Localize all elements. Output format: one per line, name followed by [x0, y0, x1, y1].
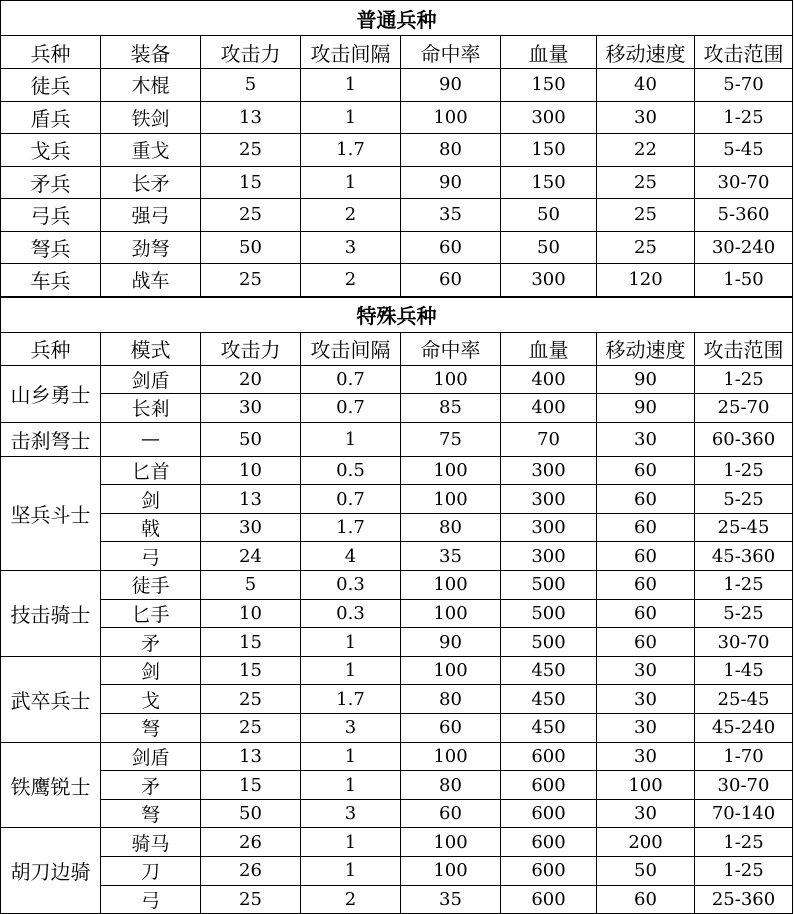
table-row: [1, 885, 793, 914]
stat-range: 1-25: [695, 101, 793, 134]
stat-attack: 10: [201, 599, 301, 628]
table-row: [1, 264, 793, 297]
stat-interval: 1: [301, 742, 401, 771]
table-row: [1, 799, 793, 828]
stat-range: 45-360: [695, 542, 793, 571]
table-row: [1, 742, 793, 771]
stat-speed: 30: [597, 685, 695, 714]
stat-hp: 300: [501, 264, 597, 297]
stat-hp: 400: [501, 394, 597, 423]
unit-equipment: 重戈: [101, 134, 201, 167]
column-header: 攻击力: [201, 332, 301, 365]
unit-mode: 剑: [101, 656, 201, 685]
unit-equipment: 劲弩: [101, 231, 201, 264]
stat-hit-rate: 100: [401, 656, 501, 685]
stat-hit-rate: 90: [401, 628, 501, 657]
stat-hit-rate: 35: [401, 199, 501, 232]
stat-speed: 60: [597, 513, 695, 542]
stat-interval: 1: [301, 771, 401, 800]
stat-hit-rate: 100: [401, 857, 501, 886]
stat-interval: 1.7: [301, 513, 401, 542]
table-row: [1, 714, 793, 743]
unit-mode: —: [101, 422, 201, 456]
table-row: [1, 857, 793, 886]
stat-attack: 25: [201, 264, 301, 297]
stat-range: 1-50: [695, 264, 793, 297]
stat-speed: 30: [597, 422, 695, 456]
stat-interval: 3: [301, 799, 401, 828]
stat-interval: 3: [301, 231, 401, 264]
stat-hit-rate: 100: [401, 742, 501, 771]
special-units-title: 特殊兵种: [1, 297, 793, 333]
table-row: [1, 394, 793, 423]
table-row: [1, 456, 793, 485]
column-header: 攻击间隔: [301, 332, 401, 365]
stat-speed: 30: [597, 742, 695, 771]
stat-range: 1-25: [695, 365, 793, 394]
stat-range: 1-70: [695, 742, 793, 771]
stat-attack: 15: [201, 771, 301, 800]
stat-hp: 500: [501, 599, 597, 628]
unit-mode: 剑: [101, 485, 201, 514]
stat-hit-rate: 80: [401, 771, 501, 800]
stat-range: 30-240: [695, 231, 793, 264]
table-row: [1, 69, 793, 102]
unit-name: 技击骑士: [1, 571, 101, 657]
stat-hit-rate: 60: [401, 231, 501, 264]
stat-interval: 0.5: [301, 456, 401, 485]
column-header: 命中率: [401, 36, 501, 69]
stat-range: 30-70: [695, 166, 793, 199]
stat-hp: 150: [501, 69, 597, 102]
stat-hit-rate: 90: [401, 69, 501, 102]
stat-range: 30-70: [695, 771, 793, 800]
stat-attack: 24: [201, 542, 301, 571]
stat-hp: 300: [501, 513, 597, 542]
stat-interval: 1: [301, 828, 401, 857]
unit-name: 胡刀边骑: [1, 828, 101, 914]
stat-hp: 600: [501, 742, 597, 771]
unit-mode: 矛: [101, 771, 201, 800]
normal-header-row: [1, 36, 793, 69]
table-row: [1, 599, 793, 628]
stat-attack: 25: [201, 714, 301, 743]
stat-attack: 5: [201, 571, 301, 600]
stat-attack: 10: [201, 456, 301, 485]
stat-hp: 450: [501, 685, 597, 714]
stat-attack: 26: [201, 828, 301, 857]
stat-range: 1-25: [695, 571, 793, 600]
unit-name: 矛兵: [1, 166, 101, 199]
stat-range: 1-45: [695, 656, 793, 685]
stat-attack: 30: [201, 513, 301, 542]
stat-hp: 400: [501, 365, 597, 394]
column-header: 血量: [501, 332, 597, 365]
stat-speed: 30: [597, 714, 695, 743]
stat-hp: 50: [501, 231, 597, 264]
stat-range: 25-45: [695, 685, 793, 714]
stat-hit-rate: 60: [401, 264, 501, 297]
stat-speed: 40: [597, 69, 695, 102]
stat-range: 5-25: [695, 599, 793, 628]
stat-hp: 300: [501, 542, 597, 571]
stat-attack: 50: [201, 422, 301, 456]
table-row: [1, 422, 793, 456]
stat-attack: 25: [201, 885, 301, 914]
stat-hp: 600: [501, 885, 597, 914]
stat-interval: 1: [301, 69, 401, 102]
table-row: [1, 542, 793, 571]
column-header: 攻击范围: [695, 36, 793, 69]
stat-range: 45-240: [695, 714, 793, 743]
stat-interval: 3: [301, 714, 401, 743]
stat-hit-rate: 35: [401, 542, 501, 571]
table-row: [1, 199, 793, 232]
stat-interval: 1: [301, 422, 401, 456]
stat-hit-rate: 100: [401, 101, 501, 134]
stat-interval: 0.7: [301, 485, 401, 514]
stat-hit-rate: 60: [401, 714, 501, 743]
stat-speed: 60: [597, 485, 695, 514]
stat-speed: 60: [597, 628, 695, 657]
unit-mode: 弩: [101, 714, 201, 743]
table-row: [1, 166, 793, 199]
unit-name: 弩兵: [1, 231, 101, 264]
column-header: 移动速度: [597, 332, 695, 365]
stat-attack: 13: [201, 742, 301, 771]
unit-mode: 戈: [101, 685, 201, 714]
stat-attack: 13: [201, 485, 301, 514]
stat-interval: 2: [301, 199, 401, 232]
column-header: 攻击范围: [695, 332, 793, 365]
unit-mode: 戟: [101, 513, 201, 542]
stat-speed: 60: [597, 571, 695, 600]
stat-interval: 0.3: [301, 571, 401, 600]
stat-range: 5-45: [695, 134, 793, 167]
unit-equipment: 战车: [101, 264, 201, 297]
stat-interval: 1: [301, 101, 401, 134]
stat-hit-rate: 100: [401, 571, 501, 600]
stat-hp: 600: [501, 828, 597, 857]
table-row: [1, 828, 793, 857]
stat-hit-rate: 80: [401, 685, 501, 714]
stat-speed: 25: [597, 231, 695, 264]
stat-interval: 1.7: [301, 134, 401, 167]
stat-speed: 60: [597, 885, 695, 914]
stat-hit-rate: 35: [401, 885, 501, 914]
stat-speed: 30: [597, 799, 695, 828]
stat-attack: 30: [201, 394, 301, 423]
stat-speed: 90: [597, 394, 695, 423]
unit-name: 徒兵: [1, 69, 101, 102]
stat-attack: 15: [201, 656, 301, 685]
unit-name: 击刹弩士: [1, 422, 101, 456]
stat-hp: 300: [501, 456, 597, 485]
column-header: 装备: [101, 36, 201, 69]
unit-mode: 刀: [101, 857, 201, 886]
table-row: [1, 134, 793, 167]
stat-speed: 60: [597, 599, 695, 628]
table-row: [1, 656, 793, 685]
table-row: [1, 685, 793, 714]
table-row: [1, 771, 793, 800]
unit-mode: 弓: [101, 542, 201, 571]
unit-mode: 弓: [101, 885, 201, 914]
stat-interval: 1: [301, 628, 401, 657]
stat-interval: 0.7: [301, 365, 401, 394]
stat-attack: 5: [201, 69, 301, 102]
stat-range: 60-360: [695, 422, 793, 456]
unit-equipment: 木棍: [101, 69, 201, 102]
stat-hp: 600: [501, 771, 597, 800]
column-header: 命中率: [401, 332, 501, 365]
stat-attack: 20: [201, 365, 301, 394]
stat-attack: 25: [201, 685, 301, 714]
stat-interval: 0.3: [301, 599, 401, 628]
unit-mode: 匕首: [101, 456, 201, 485]
stat-attack: 50: [201, 799, 301, 828]
stat-speed: 200: [597, 828, 695, 857]
unit-equipment: 长矛: [101, 166, 201, 199]
stat-hit-rate: 100: [401, 599, 501, 628]
table-row: [1, 485, 793, 514]
stat-hp: 500: [501, 628, 597, 657]
stat-interval: 2: [301, 264, 401, 297]
stat-hp: 150: [501, 134, 597, 167]
stat-hp: 500: [501, 571, 597, 600]
stat-range: 25-360: [695, 885, 793, 914]
unit-name: 戈兵: [1, 134, 101, 167]
stat-hp: 600: [501, 799, 597, 828]
stat-speed: 22: [597, 134, 695, 167]
table-row: [1, 365, 793, 394]
stat-range: 5-360: [695, 199, 793, 232]
stat-attack: 15: [201, 166, 301, 199]
stat-hp: 450: [501, 714, 597, 743]
stat-interval: 2: [301, 885, 401, 914]
stat-hp: 150: [501, 166, 597, 199]
column-header: 移动速度: [597, 36, 695, 69]
stat-hit-rate: 80: [401, 513, 501, 542]
unit-name: 山乡勇士: [1, 365, 101, 422]
unit-mode: 骑马: [101, 828, 201, 857]
stat-attack: 15: [201, 628, 301, 657]
unit-mode: 匕手: [101, 599, 201, 628]
normal-units-title-row: [1, 1, 793, 36]
unit-name: 车兵: [1, 264, 101, 297]
stat-hit-rate: 100: [401, 485, 501, 514]
stat-speed: 25: [597, 166, 695, 199]
stat-hp: 70: [501, 422, 597, 456]
stat-speed: 120: [597, 264, 695, 297]
stat-hit-rate: 80: [401, 134, 501, 167]
stat-hp: 600: [501, 857, 597, 886]
stat-range: 1-25: [695, 456, 793, 485]
table-row: [1, 628, 793, 657]
stat-range: 30-70: [695, 628, 793, 657]
column-header: 攻击间隔: [301, 36, 401, 69]
stat-interval: 4: [301, 542, 401, 571]
stat-hit-rate: 100: [401, 365, 501, 394]
table-row: [1, 231, 793, 264]
unit-stats-body: [1, 1, 793, 914]
stat-hit-rate: 90: [401, 166, 501, 199]
stat-speed: 30: [597, 101, 695, 134]
stat-range: 1-25: [695, 857, 793, 886]
stat-hp: 300: [501, 101, 597, 134]
stat-range: 5-25: [695, 485, 793, 514]
table-row: [1, 513, 793, 542]
unit-name: 盾兵: [1, 101, 101, 134]
unit-mode: 矛: [101, 628, 201, 657]
unit-equipment: 强弓: [101, 199, 201, 232]
stat-interval: 1: [301, 166, 401, 199]
unit-name: 弓兵: [1, 199, 101, 232]
table-row: [1, 101, 793, 134]
column-header: 兵种: [1, 36, 101, 69]
stat-hit-rate: 100: [401, 456, 501, 485]
stat-speed: 30: [597, 656, 695, 685]
stat-interval: 1: [301, 857, 401, 886]
stat-attack: 25: [201, 134, 301, 167]
stat-range: 70-140: [695, 799, 793, 828]
stat-speed: 60: [597, 456, 695, 485]
stat-range: 25-45: [695, 513, 793, 542]
stat-speed: 90: [597, 365, 695, 394]
stat-attack: 50: [201, 231, 301, 264]
stat-speed: 100: [597, 771, 695, 800]
stat-hp: 450: [501, 656, 597, 685]
stat-speed: 25: [597, 199, 695, 232]
stat-interval: 0.7: [301, 394, 401, 423]
unit-mode: 长剎: [101, 394, 201, 423]
stat-hit-rate: 85: [401, 394, 501, 423]
unit-mode: 弩: [101, 799, 201, 828]
normal-units-title: 普通兵种: [1, 1, 793, 36]
stat-hp: 300: [501, 485, 597, 514]
special-units-title-row: [1, 297, 793, 333]
stat-attack: 25: [201, 199, 301, 232]
unit-mode: 剑盾: [101, 365, 201, 394]
unit-mode: 剑盾: [101, 742, 201, 771]
table-row: [1, 571, 793, 600]
column-header: 血量: [501, 36, 597, 69]
column-header: 模式: [101, 332, 201, 365]
stat-range: 25-70: [695, 394, 793, 423]
stat-hp: 50: [501, 199, 597, 232]
stat-hit-rate: 100: [401, 828, 501, 857]
unit-equipment: 铁剑: [101, 101, 201, 134]
column-header: 兵种: [1, 332, 101, 365]
stat-attack: 26: [201, 857, 301, 886]
stat-speed: 50: [597, 857, 695, 886]
stat-interval: 1.7: [301, 685, 401, 714]
column-header: 攻击力: [201, 36, 301, 69]
special-header-row: [1, 332, 793, 365]
unit-name: 铁鹰锐士: [1, 742, 101, 828]
stat-hit-rate: 60: [401, 799, 501, 828]
stat-hit-rate: 75: [401, 422, 501, 456]
stat-range: 1-25: [695, 828, 793, 857]
unit-name: 武卒兵士: [1, 656, 101, 742]
stat-interval: 1: [301, 656, 401, 685]
unit-name: 坚兵斗士: [1, 456, 101, 570]
stat-speed: 60: [597, 542, 695, 571]
stat-range: 5-70: [695, 69, 793, 102]
stat-attack: 13: [201, 101, 301, 134]
unit-mode: 徒手: [101, 571, 201, 600]
